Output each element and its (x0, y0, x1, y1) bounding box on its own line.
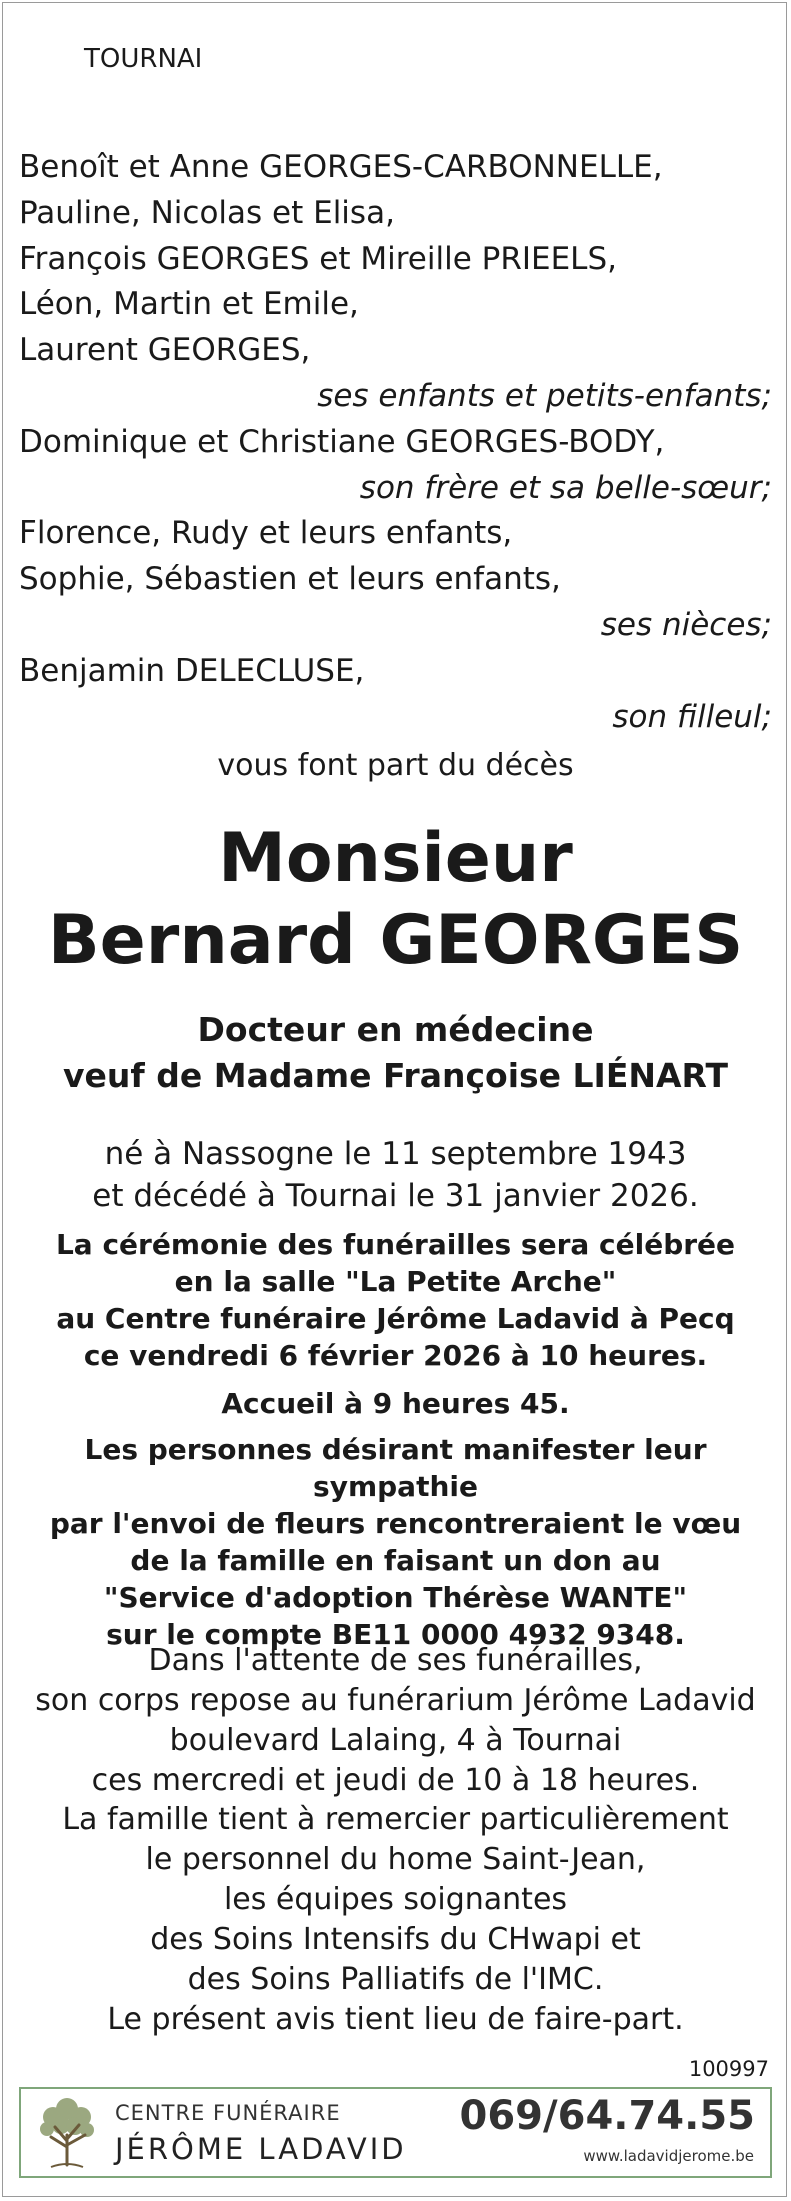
family-line: Benoît et Anne GEORGES-CARBONNELLE, (19, 149, 663, 185)
reference-number: 100997 (688, 2057, 769, 2081)
family-line: Benjamin DELECLUSE, (19, 652, 365, 689)
tree-icon (31, 2095, 103, 2171)
ceremony-line: ce vendredi 6 février 2026 à 10 heures. (83, 1339, 708, 1372)
profession: Docteur en médecine (197, 1010, 594, 1049)
death-line: et décédé à Tournai le 31 janvier 2026. (92, 1178, 699, 1214)
website-link[interactable]: www.ladavidjerome.be (583, 2147, 754, 2165)
ceremony-block (0, 1226, 791, 1374)
sympathy-line: de la famille en faisant un don au (130, 1544, 661, 1577)
widower-line: veuf de Madame Françoise LIÉNART (63, 1056, 728, 1095)
ceremony-line: en la salle "La Petite Arche" (174, 1265, 617, 1298)
family-line: Sophie, Sébastien et leurs enfants, (19, 561, 561, 598)
deceased-title: Monsieur (218, 819, 573, 898)
thanks-line: La famille tient à remercier particulièrement (62, 1802, 729, 1837)
closing-line: Le présent avis tient lieu de faire-part. (107, 2002, 684, 2037)
sympathy-line: Les personnes désirant manifester leur sympathie (84, 1433, 707, 1503)
brand-line-2: JÉRÔME LADAVID (115, 2132, 407, 2166)
ceremony-line: La cérémonie des funérailles sera célébrée (55, 1228, 736, 1261)
thanks-line: des Soins Intensifs du CHwapi et (150, 1922, 641, 1957)
reception-line: Accueil à 9 heures 45. (221, 1387, 570, 1420)
visitation-line: boulevard Lalaing, 4 à Tournai (169, 1723, 622, 1758)
brand-line-1: CENTRE FUNÉRAIRE (115, 2101, 341, 2125)
phone-number: 069/64.74.55 (459, 2093, 755, 2139)
funeral-home-banner (19, 2087, 772, 2178)
sympathy-block (0, 1431, 791, 1653)
sympathy-line: "Service d'adoption Thérèse WANTE" (103, 1581, 688, 1614)
thanks-line: le personnel du home Saint-Jean, (145, 1842, 646, 1877)
sympathy-line: sur le compte BE11 0000 4932 9348. (106, 1618, 685, 1651)
thanks-line: les équipes soignantes (223, 1882, 568, 1917)
family-line: Dominique et Christiane GEORGES-BODY, (19, 423, 665, 460)
sympathy-line: par l'envoi de fleurs rencontreraient le vœu (49, 1507, 742, 1540)
announcement-intro: vous font part du décès (217, 748, 574, 783)
thanks-block (0, 1800, 791, 2000)
city-heading: TOURNAI (84, 44, 203, 74)
family-line: François GEORGES et Mireille PRIEELS, (19, 240, 617, 277)
birth-line: né à Nassogne le 11 septembre 1943 (104, 1136, 687, 1172)
deceased-name: Bernard GEORGES (47, 901, 744, 980)
relation-line: son frère et sa belle-sœur; (359, 469, 772, 506)
family-line: Pauline, Nicolas et Elisa, (19, 194, 395, 231)
visitation-line: ces mercredi et jeudi de 10 à 18 heures. (91, 1763, 700, 1798)
family-line: Léon, Martin et Emile, (19, 286, 359, 323)
relation-line: ses nièces; (600, 606, 772, 643)
family-line: Florence, Rudy et leurs enfants, (19, 515, 513, 552)
family-line: Laurent GEORGES, (19, 332, 311, 369)
deceased-qualifications (0, 1007, 791, 1099)
thanks-line: des Soins Palliatifs de l'IMC. (187, 1962, 604, 1997)
visitation-line: Dans l'attente de ses funérailles, (148, 1643, 643, 1678)
life-dates (0, 1133, 791, 1217)
family-list (19, 145, 772, 740)
relation-line: son filleul; (612, 698, 772, 735)
visitation-line: son corps repose au funérarium Jérôme Ladavid (35, 1683, 756, 1718)
relation-line: ses enfants et petits-enfants; (317, 377, 772, 414)
visitation-block (0, 1641, 791, 1801)
deceased-name-block (0, 818, 791, 982)
ceremony-line: au Centre funéraire Jérôme Ladavid à Pecq (56, 1302, 735, 1335)
